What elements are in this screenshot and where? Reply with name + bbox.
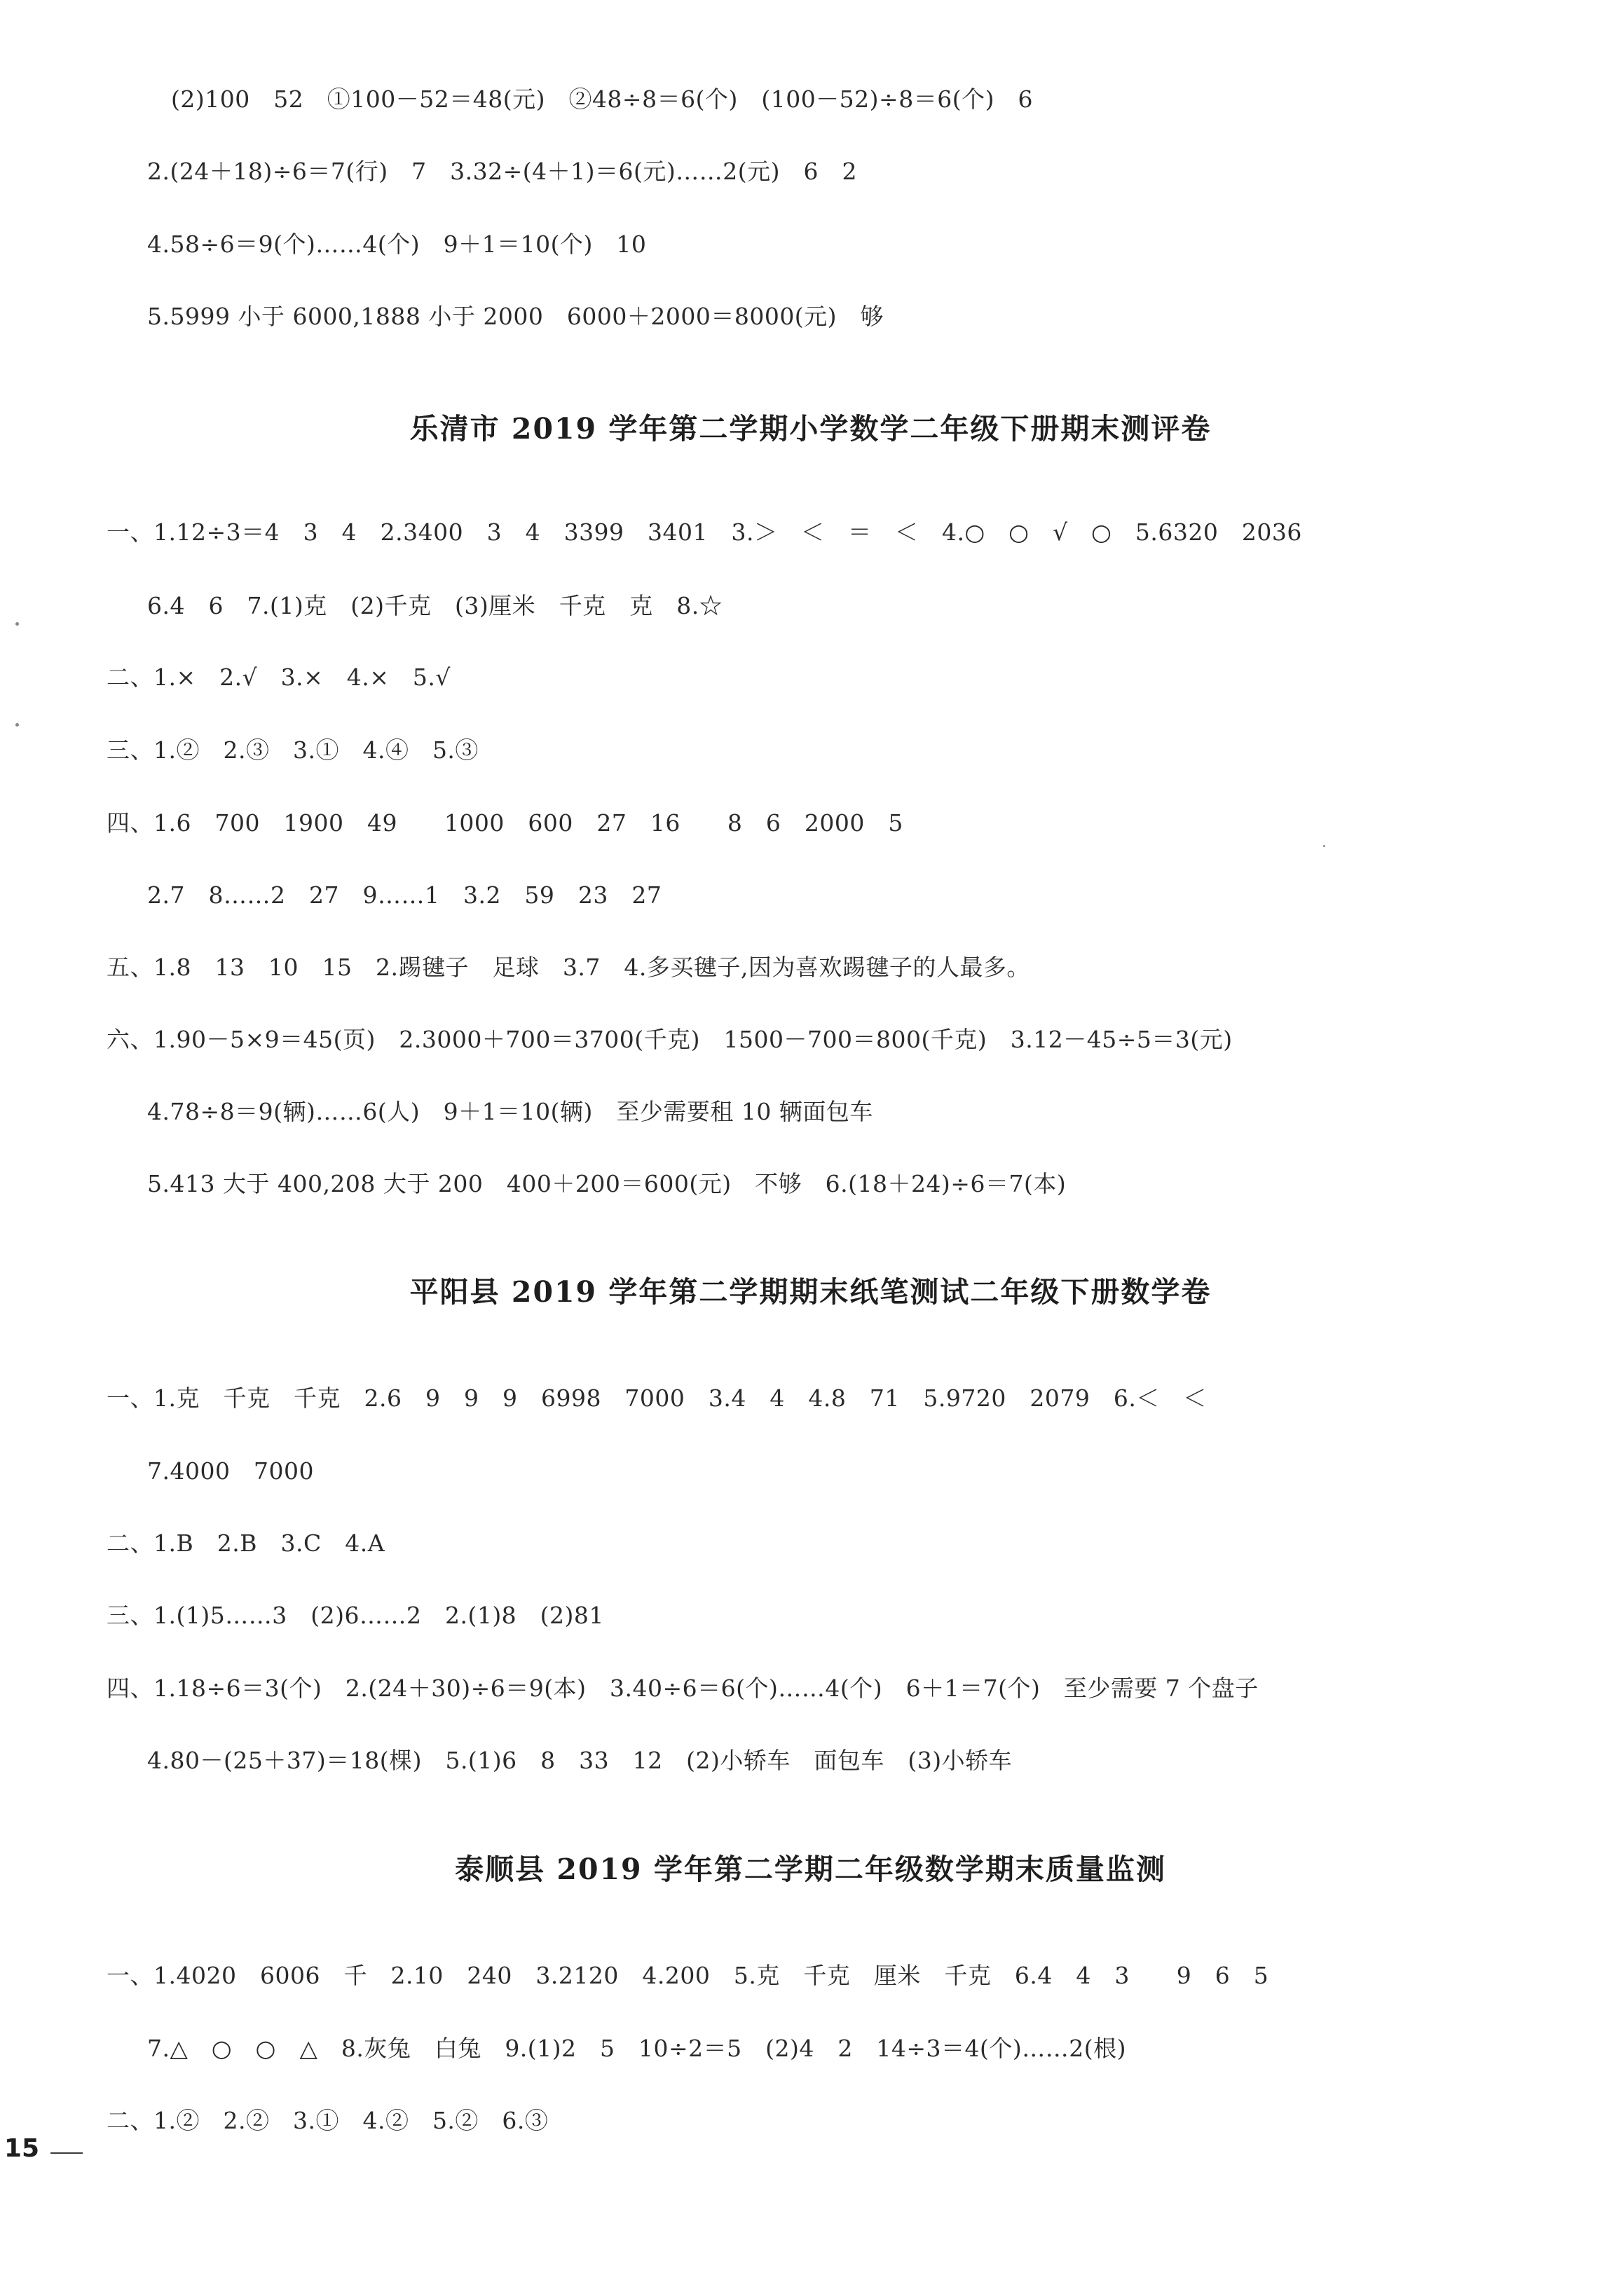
answer-line-19: 四、1.18÷6＝3(个) 2.(24＋30)÷6＝9(本) 3.40÷6＝6(个)……4(个) 6＋1＝7(个) 至少需要 7 个盘子 — [107, 1675, 1259, 1702]
answer-line-7: 二、1.× 2.√ 3.× 4.× 5.√ — [107, 664, 451, 691]
scan-speck — [15, 622, 19, 626]
section-title-taishun: 泰顺县 2019 学年第二学期二年级数学期末质量监测 — [455, 1852, 1166, 1886]
answer-line-18: 三、1.(1)5……3 (2)6……2 2.(1)8 (2)81 — [107, 1602, 604, 1629]
answer-line-5: 一、1.12÷3＝4 3 4 2.3400 3 4 3399 3401 3.＞ ＜ ＝ ＜ 4.○ ○ √ ○ 5.6320 2036 — [107, 518, 1302, 546]
answer-line-11: 五、1.8 13 10 15 2.踢毽子 足球 3.7 4.多买毽子,因为喜欢踢毽子的人最多。 — [107, 954, 1030, 981]
answer-line-6: 6.4 6 7.(1)克 (2)千克 (3)厘米 千克 克 8.☆ — [147, 592, 723, 619]
answer-line-9: 四、1.6 700 1900 49 1000 600 27 16 8 6 2000 5 — [107, 809, 903, 837]
answer-line-4: 5.5999 小于 6000,1888 小于 2000 6000＋2000＝8000(元) 够 — [147, 303, 884, 330]
scan-speck — [15, 723, 19, 727]
page-number: 15 — [4, 2134, 40, 2163]
answer-line-1: (2)100 52 ①100－52＝48(元) ②48÷8＝6(个) (100－52)÷8＝6(个) 6 — [171, 85, 1033, 113]
answer-line-3: 4.58÷6＝9(个)……4(个) 9＋1＝10(个) 10 — [147, 231, 647, 258]
answer-line-20: 4.80－(25＋37)＝18(棵) 5.(1)6 8 33 12 (2)小轿车 面包车 (3)小轿车 — [147, 1747, 1013, 1774]
answer-line-2: 2.(24＋18)÷6＝7(行) 7 3.32÷(4＋1)＝6(元)……2(元) 6 2 — [147, 158, 857, 185]
section-title-pingyang: 平阳县 2019 学年第二学期期末纸笔测试二年级下册数学卷 — [409, 1275, 1212, 1309]
answer-line-10: 2.7 8……2 27 9……1 3.2 59 23 27 — [147, 881, 662, 909]
answer-line-21: 一、1.4020 6006 千 2.10 240 3.2120 4.200 5.克 千克 厘米 千克 6.4 4 3 9 6 5 — [107, 1962, 1269, 1989]
scan-speck — [1323, 845, 1325, 847]
answer-line-23: 二、1.② 2.② 3.① 4.② 5.② 6.③ — [107, 2107, 549, 2134]
page-number-rule — [50, 2152, 83, 2154]
answer-line-8: 三、1.② 2.③ 3.① 4.④ 5.③ — [107, 736, 479, 764]
answer-line-14: 5.413 大于 400,208 大于 200 400＋200＝600(元) 不够 6.(18＋24)÷6＝7(本) — [147, 1170, 1067, 1197]
answer-line-17: 二、1.B 2.B 3.C 4.A — [107, 1529, 385, 1557]
section-title-yueqing: 乐清市 2019 学年第二学期小学数学二年级下册期末测评卷 — [409, 412, 1212, 446]
answer-line-15: 一、1.克 千克 千克 2.6 9 9 9 6998 7000 3.4 4 4.8 71 5.9720 2079 6.＜ ＜ — [107, 1384, 1207, 1412]
answer-line-12: 六、1.90－5×9＝45(页) 2.3000＋700＝3700(千克) 1500－700＝800(千克) 3.12－45÷5＝3(元) — [107, 1026, 1233, 1053]
answer-line-13: 4.78÷8＝9(辆)……6(人) 9＋1＝10(辆) 至少需要租 10 辆面包车 — [147, 1098, 873, 1125]
answer-line-22: 7.△ ○ ○ △ 8.灰兔 白兔 9.(1)2 5 10÷2＝5 (2)4 2 14÷3＝4(个)……2(根) — [147, 2035, 1127, 2062]
answer-line-16: 7.4000 7000 — [147, 1457, 314, 1485]
